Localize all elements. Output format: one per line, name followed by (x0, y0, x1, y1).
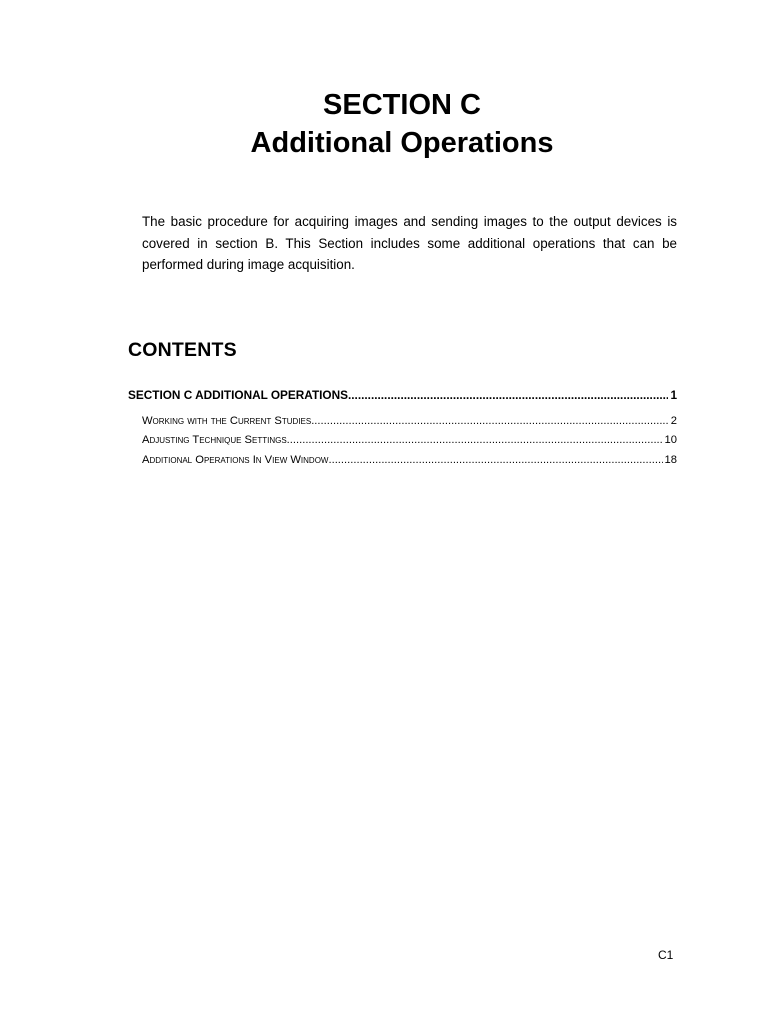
toc-entry-page: 2 (670, 415, 677, 427)
toc-dot-leader (287, 434, 663, 446)
toc-entry-label: Adjusting Technique Settings (142, 434, 287, 446)
intro-paragraph: The basic procedure for acquiring images and sending images to the output devices is covered in section B. This Section includes some additional operations that can be performed during image acquisition. (142, 214, 677, 273)
toc-entry-technique-settings[interactable] (142, 434, 677, 446)
toc-entry-label: SECTION C ADDITIONAL OPERATIONS (128, 388, 348, 402)
toc-entry-page: 1 (670, 388, 677, 402)
toc-entry-current-studies[interactable] (142, 415, 677, 427)
toc-entry-label: Additional Operations In View Window (142, 454, 329, 466)
toc-entry-page: 10 (664, 434, 677, 446)
toc-entry-view-window[interactable] (142, 454, 677, 466)
toc-entry-page: 18 (664, 454, 677, 466)
section-title: Additional Operations (250, 127, 554, 159)
section-label: SECTION C (323, 89, 481, 121)
toc-entry-label: Working with the Current Studies (142, 415, 312, 427)
toc-entry-section-c[interactable] (128, 388, 677, 402)
toc-dot-leader (328, 454, 662, 466)
contents-heading: CONTENTS (128, 339, 237, 361)
page-number: C1 (658, 948, 674, 962)
page-title (0, 86, 768, 162)
toc-dot-leader (311, 415, 669, 427)
toc-dot-leader (348, 388, 668, 402)
